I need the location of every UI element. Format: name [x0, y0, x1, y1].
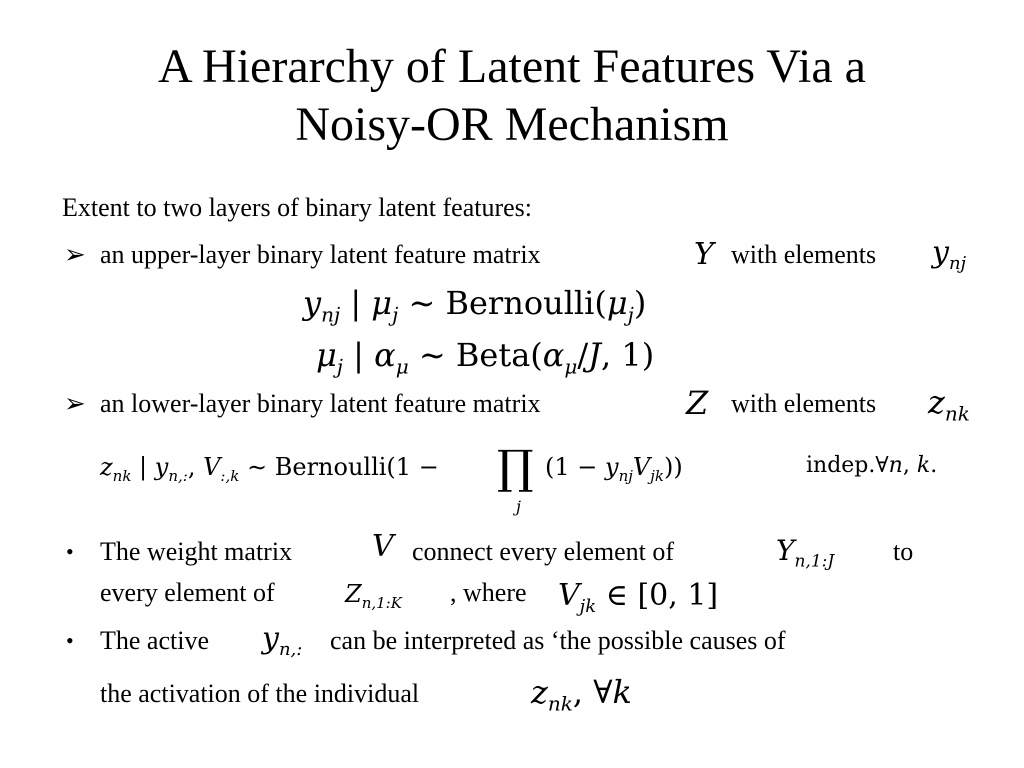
point1-text-c: to [893, 537, 914, 566]
upper-layer-text: an upper-layer binary latent feature matrix [100, 240, 541, 269]
point1-text-a: The weight matrix [100, 537, 293, 566]
upper-element-symbol: $y_{nj}$ [932, 235, 967, 274]
equation-mu-beta: $\mu_j$ | $\alpha_\mu$ ∼ $Beta(\alpha_\mu/J$, 1) [316, 336, 655, 379]
intro-text: Extent to two layers of binary latent features: [62, 193, 533, 222]
slide-title [0, 38, 1024, 154]
product-symbol: ∏ [497, 440, 534, 494]
title-line-2: Noisy-OR Mechanism [295, 98, 729, 151]
active-y-symbol: $y_{n,:}$ [262, 621, 303, 660]
z-forall-expression: $z_{nk}$, ∀k [531, 673, 632, 716]
bullet-dot-icon: • [66, 628, 74, 653]
product-index: j [516, 497, 521, 516]
bullet-dot-icon: • [66, 539, 74, 564]
lower-with-elements: with elements [731, 389, 877, 418]
arrow-bullet-icon: ➢ [64, 389, 86, 418]
upper-with-elements: with elements [731, 240, 877, 269]
point1-text-b: connect every element of [412, 537, 675, 566]
point2-text-a: The active [100, 626, 209, 655]
weight-matrix-symbol: V [372, 529, 394, 564]
title-line-1: A Hierarchy of Latent Features Via a [158, 40, 866, 93]
equation-y-bernoulli: $y_{nj}$ | $\mu_j$ ∼ $Bernoulli(\mu_j)$ [303, 284, 647, 327]
equation-z-noisy-or: $z_{nk}$ | $y_{n,:}$, $V_{:,k}$ ∼ Bernoulli(1 − [100, 453, 439, 485]
equation-note: indep.∀n, k. [806, 453, 938, 478]
point1-text-e: , where [450, 578, 527, 607]
v-range-expression: $V_{jk}$ ∈ [0, 1] [558, 578, 719, 617]
y-row-symbol: $Y_{n,1:J}$ [776, 534, 835, 572]
lower-matrix-symbol: Z [686, 384, 709, 422]
arrow-bullet-icon: ➢ [64, 240, 86, 269]
lower-element-symbol: $z_{nk}$ [928, 383, 970, 426]
lower-layer-text: an lower-layer binary latent feature matrix [100, 389, 541, 418]
upper-matrix-symbol: Y [694, 237, 714, 272]
point1-text-d: every element of [100, 578, 275, 607]
point2-text-b: can be interpreted as ‘the possible causes of [330, 626, 786, 655]
z-row-symbol: $Z_{n,1:K}$ [345, 580, 402, 612]
equation-product-term: $(1 - y_{nj}V_{jk})$) [545, 453, 683, 485]
point2-text-c: the activation of the individual [100, 679, 420, 708]
